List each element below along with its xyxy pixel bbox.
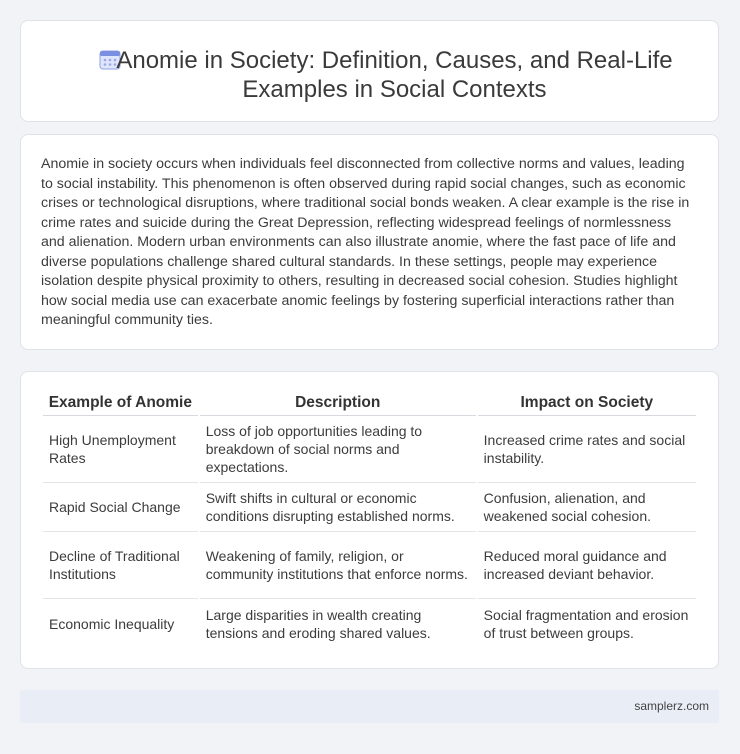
footer-bar <box>20 690 719 723</box>
table-cell-example: High Unemployment Rates <box>43 416 198 483</box>
column-header-description: Description <box>200 391 476 416</box>
table-cell-impact: Reduced moral guidance and increased deviant behavior. <box>478 532 696 599</box>
table-row <box>43 532 696 599</box>
table-row <box>43 416 696 483</box>
table-header-row <box>43 391 696 416</box>
table-cell-description: Large disparities in wealth creating tensions and eroding shared values. <box>205 606 431 641</box>
footer-site-link[interactable]: samplerz.com <box>634 699 709 713</box>
title-card <box>20 20 719 122</box>
table-cell-description: Weakening of family, religion, or community institutions that enforce norms. <box>200 532 476 599</box>
table-cell-impact: Social fragmentation and erosion of trust between groups. <box>483 606 689 641</box>
table-row <box>43 483 696 532</box>
table-cell-description: Loss of job opportunities leading to breakdown of social norms and expectations. <box>200 416 476 483</box>
table-cell-example: Rapid Social Change <box>43 483 198 532</box>
table-cell-impact: Confusion, alienation, and weakened social cohesion. <box>478 483 696 532</box>
table-card <box>20 371 719 669</box>
table-row <box>43 599 696 648</box>
column-header-example: Example of Anomie <box>43 391 198 416</box>
page-title: Anomie in Society: Definition, Causes, and Real-Life Examples in Social Contexts <box>116 47 673 103</box>
table-cell-impact: Increased crime rates and social instability. <box>478 416 696 483</box>
column-header-impact: Impact on Society <box>478 391 696 416</box>
intro-card <box>20 134 719 350</box>
intro-paragraph: Anomie in society occurs when individuals feel disconnected from collective norms and values, leading to social instability. This phenomenon is often observed during rapid social changes, such as economic crises or technological disruptions, where traditional social bonds weaken. A clear example is the rise in crime rates and suicide during the Great Depression, reflecting widespread feelings of normlessness and alienation. Modern urban environments can also illustrate anomie, where the fast pace of life and diverse populations challenge shared cultural standards. In these settings, people may experience isolation despite physical proximity to others, resulting in decreased social cohesion. Studies highlight how social media use can exacerbate anomic feelings by fostering superficial interactions rather than meaningful community ties. <box>41 156 690 328</box>
table-cell-example: Decline of Traditional Institutions <box>43 532 198 599</box>
table-cell-example: Economic Inequality <box>49 615 175 632</box>
table-cell-description: Swift shifts in cultural or economic conditions disrupting established norms. <box>200 483 476 532</box>
anomie-table <box>41 391 698 648</box>
